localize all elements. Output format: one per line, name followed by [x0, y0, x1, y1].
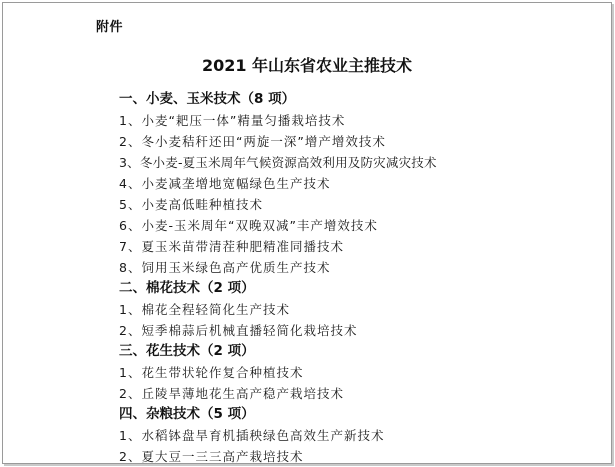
section-heading: 四、杂粮技术（5 项）	[119, 406, 255, 422]
document-title: 2021 年山东省农业主推技术	[201, 56, 413, 75]
list-item: 4、小麦减垄增地宽幅绿色生产技术	[119, 176, 331, 191]
document-page	[2, 2, 612, 464]
attachment-label: 附件	[96, 20, 124, 35]
list-item: 1、花生带状轮作复合种植技术	[119, 365, 304, 380]
list-item: 1、小麦“耙压一体”精量匀播栽培技术	[119, 113, 346, 128]
list-item: 6、小麦-玉米周年“双晚双减”丰产增效技术	[119, 218, 378, 233]
list-item: 8、饲用玉米绿色高产优质生产技术	[119, 260, 331, 275]
list-item: 3、冬小麦-夏玉米周年气候资源高效利用及防灾减灾技术	[119, 155, 437, 170]
list-item: 7、夏玉米苗带清茬种肥精准同播技术	[119, 239, 344, 254]
section-heading: 一、小麦、玉米技术（8 项）	[119, 91, 296, 107]
list-item: 2、短季棉蒜后机械直播轻简化栽培技术	[119, 323, 358, 338]
document-body	[119, 89, 607, 464]
list-item: 2、夏大豆一三三高产栽培技术	[119, 449, 304, 464]
list-item: 5、小麦高低畦种植技术	[119, 197, 263, 212]
section-heading: 三、花生技术（2 项）	[119, 343, 255, 359]
list-item: 2、丘陵旱薄地花生高产稳产栽培技术	[119, 386, 344, 401]
section-heading: 二、棉花技术（2 项）	[119, 280, 255, 296]
list-item: 1、棉花全程轻简化生产技术	[119, 302, 290, 317]
list-item: 1、水稻钵盘旱育机插秧绿色高效生产新技术	[119, 428, 385, 443]
list-item: 2、冬小麦秸秆还田“两旋一深”增产增效技术	[119, 134, 386, 149]
